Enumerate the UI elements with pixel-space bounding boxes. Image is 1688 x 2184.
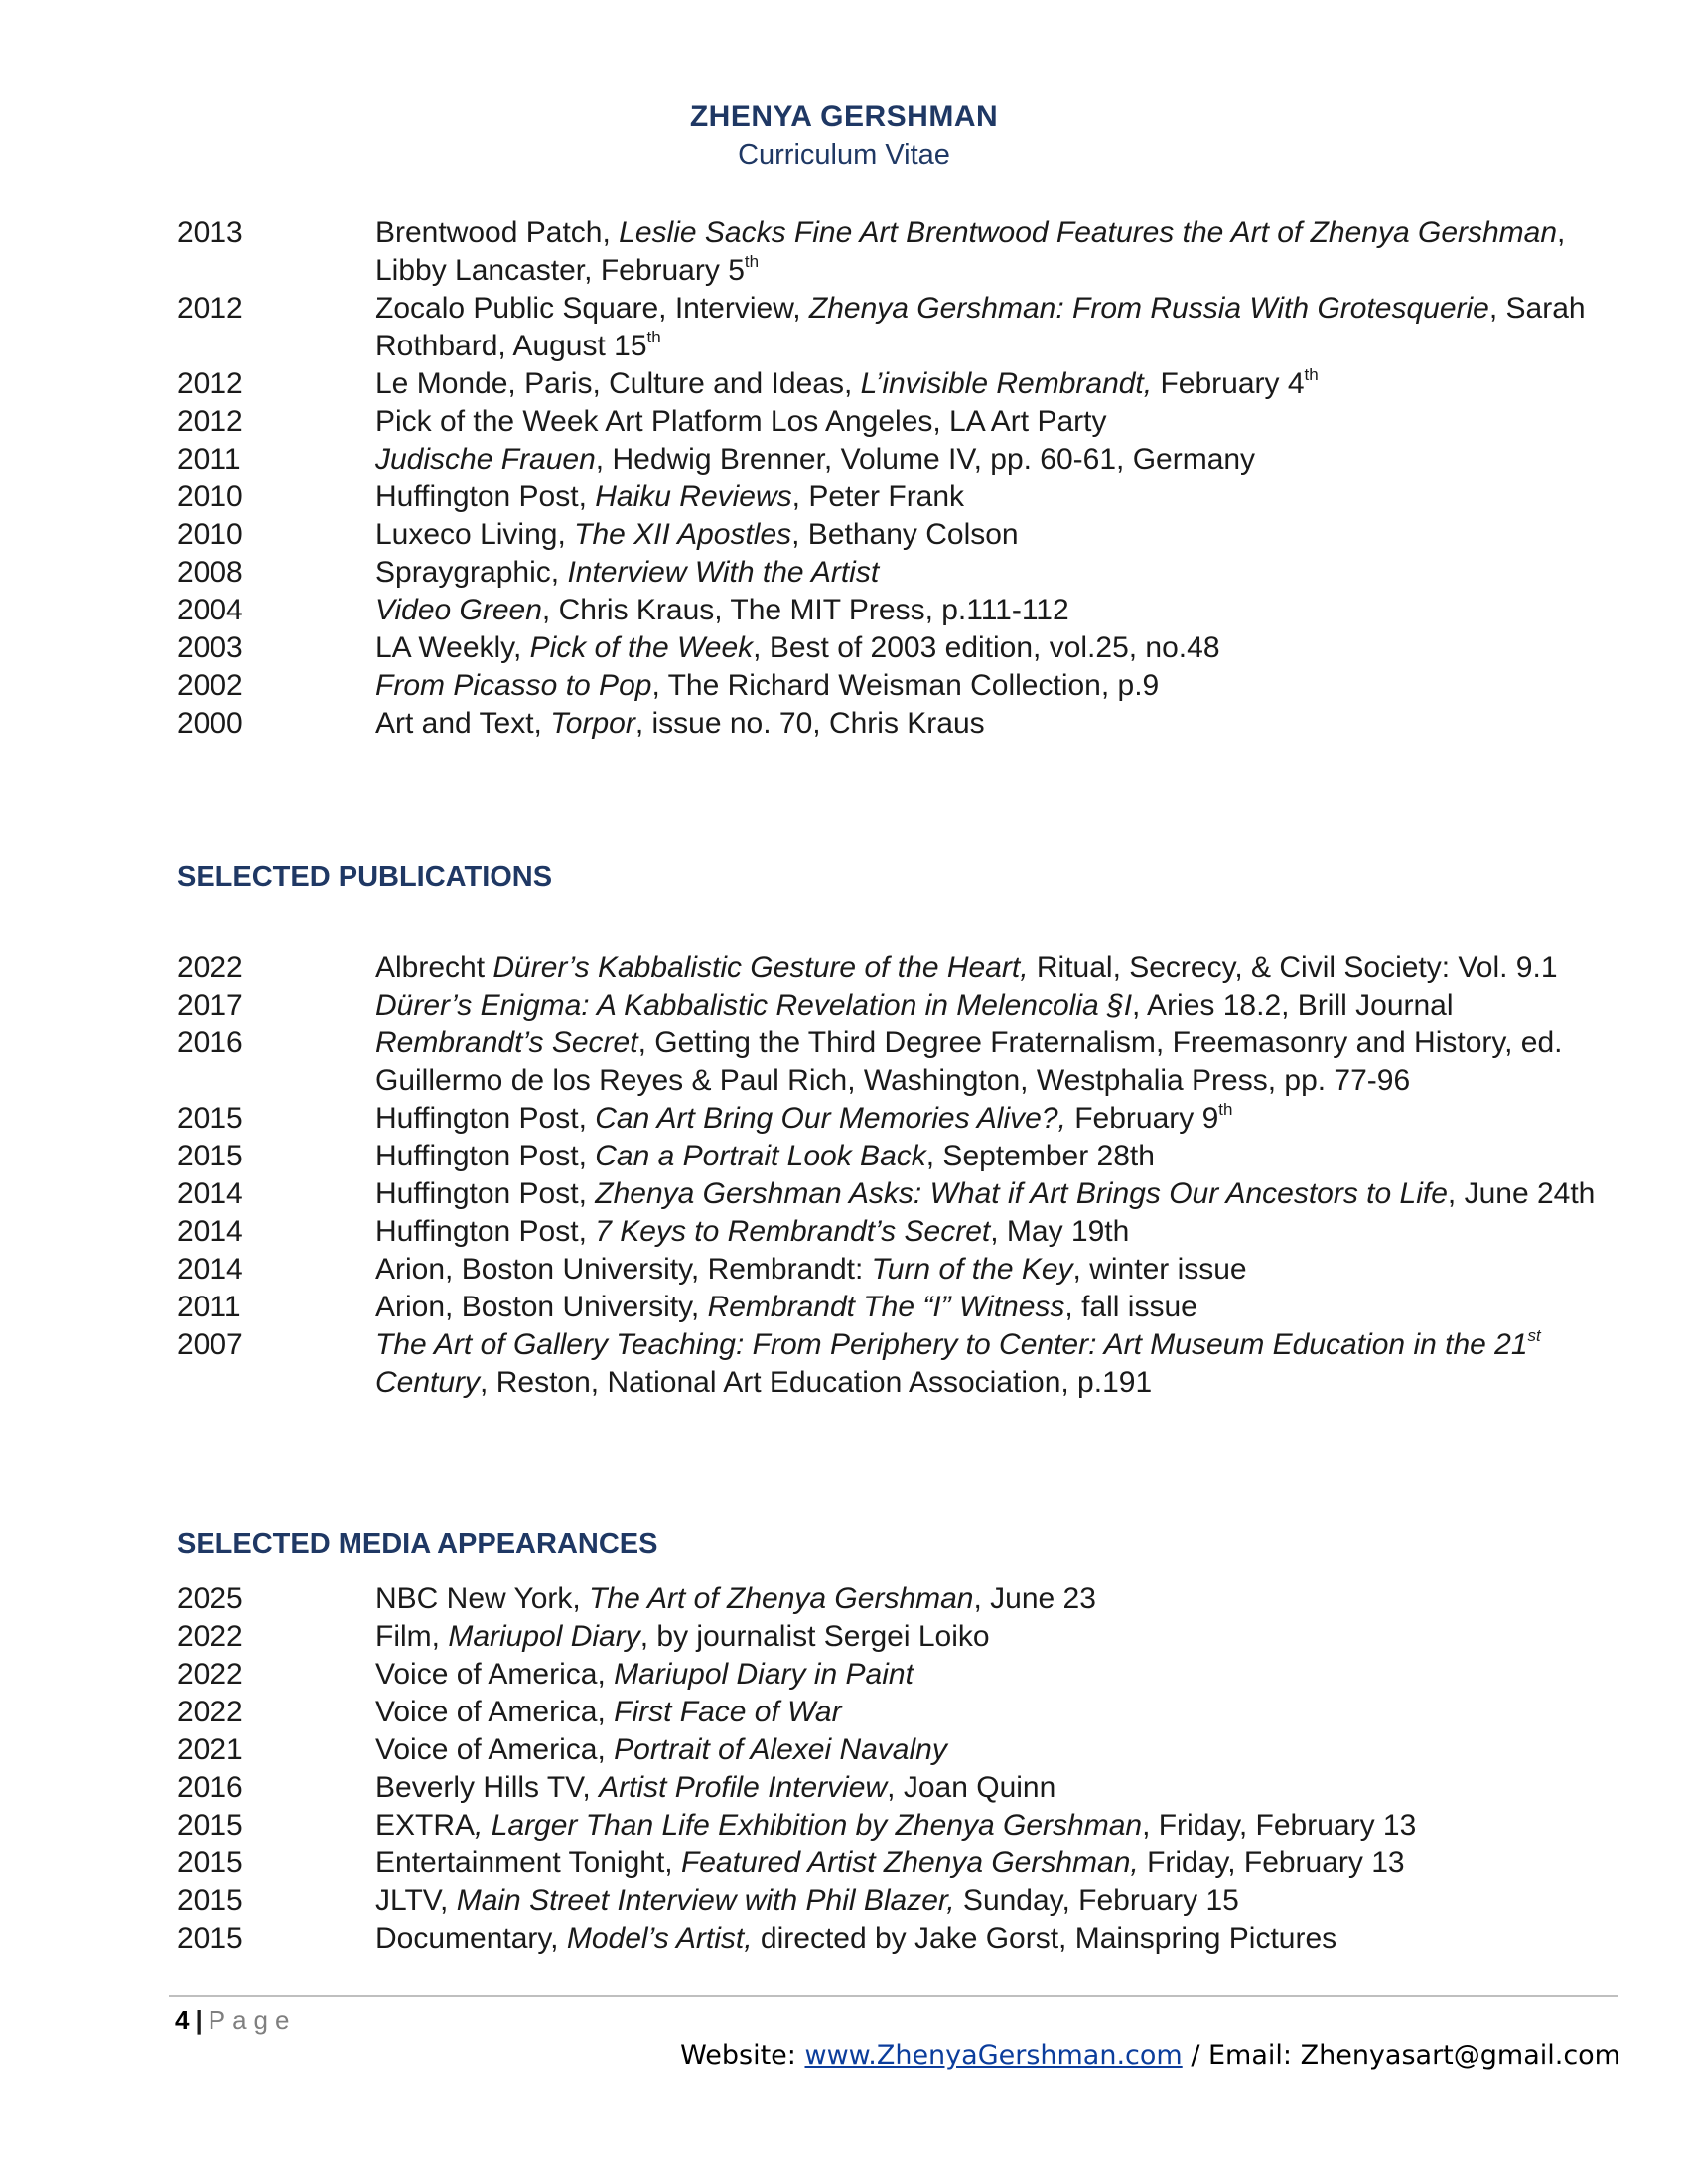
entry-year: 2016 (177, 1026, 243, 1059)
press-list (177, 214, 1617, 743)
entry-text: Brentwood Patch, Leslie Sacks Fine Art Brentwood Features the Art of Zhenya Gershman, Libby Lancaster, February 5th (375, 216, 1566, 287)
entry-year: 2021 (177, 1733, 243, 1766)
entry-year: 2011 (177, 1291, 241, 1323)
list-item (177, 1920, 1617, 1958)
entry-year: 2010 (177, 480, 243, 513)
entry-text: Luxeco Living, The XII Apostles, Bethany Colson (375, 518, 1019, 551)
section-title-media: SELECTED MEDIA APPEARANCES (177, 1528, 658, 1560)
publications-list (177, 949, 1617, 1402)
media-list (177, 1580, 1617, 1958)
list-item (177, 403, 1617, 441)
entry-year: 2015 (177, 1846, 243, 1879)
list-item (177, 1326, 1617, 1402)
entry-text: Beverly Hills TV, Artist Profile Interview, Joan Quinn (375, 1771, 1056, 1804)
entry-text: Dürer’s Enigma: A Kabbalistic Revelation in Melencolia §I, Aries 18.2, Brill Journal (375, 989, 1454, 1022)
entry-year: 2012 (177, 292, 243, 325)
entry-year: 2000 (177, 707, 243, 740)
list-item (177, 987, 1617, 1024)
entry-year: 2022 (177, 1620, 243, 1653)
list-item (177, 441, 1617, 478)
entry-year: 2010 (177, 518, 243, 551)
list-item (177, 705, 1617, 743)
entry-text: Arion, Boston University, Rembrandt: Turn of the Key, winter issue (375, 1253, 1247, 1286)
entry-year: 2012 (177, 367, 243, 400)
entry-text: Entertainment Tonight, Featured Artist Zhenya Gershman, Friday, February 13 (375, 1846, 1405, 1879)
entry-text: From Picasso to Pop, The Richard Weisman Collection, p.9 (375, 669, 1160, 702)
list-item (177, 516, 1617, 554)
entry-text: Rembrandt’s Secret, Getting the Third Degree Fraternalism, Freemasonry and History, ed. Guillermo de los Reyes & Paul Rich, Washington, Westphalia Press, pp. 77-96 (375, 1026, 1563, 1097)
entry-text: Pick of the Week Art Platform Los Angeles, LA Art Party (375, 405, 1107, 438)
entry-text: Huffington Post, Haiku Reviews, Peter Frank (375, 480, 965, 513)
entry-text: EXTRA, Larger Than Life Exhibition by Zhenya Gershman, Friday, February 13 (375, 1809, 1417, 1842)
footer-contact (680, 2039, 1620, 2073)
entry-text: Huffington Post, Can a Portrait Look Back, September 28th (375, 1140, 1155, 1172)
list-item (177, 1138, 1617, 1175)
cv-header (0, 97, 1688, 173)
entry-year: 2014 (177, 1215, 243, 1248)
page-title: ZHENYA GERSHMAN (689, 100, 999, 133)
entry-text: LA Weekly, Pick of the Week, Best of 2003 edition, vol.25, no.48 (375, 631, 1220, 664)
entry-text: Arion, Boston University, Rembrandt The “I” Witness, fall issue (375, 1291, 1197, 1323)
entry-text: The Art of Gallery Teaching: From Periphery to Center: Art Museum Education in the 21st Century, Reston, National Art Education Association, p.191 (375, 1326, 1541, 1399)
entry-text: Judische Frauen, Hedwig Brenner, Volume IV, pp. 60-61, Germany (375, 443, 1256, 476)
footer-divider (169, 1995, 1618, 1997)
list-item (177, 1807, 1617, 1844)
list-item (177, 1694, 1617, 1731)
entry-text: Huffington Post, Can Art Bring Our Memories Alive?, February 9th (375, 1100, 1233, 1135)
list-item (177, 592, 1617, 629)
list-item (177, 290, 1617, 365)
entry-text: Voice of America, Mariupol Diary in Paint (375, 1658, 914, 1691)
entry-year: 2015 (177, 1922, 243, 1955)
website-link[interactable]: www.ZhenyaGershman.com (804, 2040, 1183, 2071)
list-item (177, 478, 1617, 516)
list-item (177, 1100, 1617, 1138)
entry-text: Albrecht Dürer’s Kabbalistic Gesture of the Heart, Ritual, Secrecy, & Civil Society: Vol. 9.1 (375, 951, 1558, 984)
list-item (177, 1175, 1617, 1213)
entry-year: 2022 (177, 951, 243, 984)
entry-year: 2015 (177, 1140, 243, 1172)
list-item (177, 365, 1617, 403)
list-item (177, 1656, 1617, 1694)
list-item (177, 1844, 1617, 1882)
page-label: Page (208, 2005, 297, 2035)
list-item (177, 949, 1617, 987)
list-item (177, 1024, 1617, 1100)
list-item (177, 214, 1617, 290)
entry-text: Video Green, Chris Kraus, The MIT Press, p.111-112 (375, 594, 1069, 626)
entry-year: 2014 (177, 1253, 243, 1286)
entry-year: 2015 (177, 1884, 243, 1917)
entry-text: Art and Text, Torpor, issue no. 70, Chris Kraus (375, 707, 985, 740)
entry-year: 2011 (177, 443, 241, 476)
list-item (177, 1882, 1617, 1920)
list-item (177, 1213, 1617, 1251)
entry-text: JLTV, Main Street Interview with Phil Blazer, Sunday, February 15 (375, 1884, 1239, 1917)
section-title-publications: SELECTED PUBLICATIONS (177, 861, 553, 892)
entry-year: 2002 (177, 669, 243, 702)
list-item (177, 667, 1617, 705)
entry-text: Voice of America, Portrait of Alexei Navalny (375, 1733, 947, 1766)
page-number-value: 4 (175, 2005, 190, 2035)
entry-year: 2014 (177, 1177, 243, 1210)
entry-text: NBC New York, The Art of Zhenya Gershman, June 23 (375, 1582, 1096, 1615)
entry-text: Zocalo Public Square, Interview, Zhenya Gershman: From Russia With Grotesquerie, Sarah Rothbard, August 15th (375, 292, 1586, 362)
entry-text: Huffington Post, Zhenya Gershman Asks: What if Art Brings Our Ancestors to Life, June 24th (375, 1177, 1596, 1210)
page-subtitle: Curriculum Vitae (738, 139, 950, 171)
email-label: / Email: (1191, 2040, 1292, 2071)
list-item (177, 1618, 1617, 1656)
entry-year: 2004 (177, 594, 243, 626)
list-item (177, 1251, 1617, 1289)
entry-text: Spraygraphic, Interview With the Artist (375, 556, 880, 589)
list-item (177, 554, 1617, 592)
entry-text: Film, Mariupol Diary, by journalist Sergei Loiko (375, 1620, 990, 1653)
list-item (177, 1580, 1617, 1618)
entry-year: 2007 (177, 1328, 243, 1361)
publications-section (177, 858, 1617, 1402)
entry-text: Voice of America, First Face of War (375, 1696, 842, 1728)
media-section (177, 1525, 1617, 1958)
entry-year: 2008 (177, 556, 243, 589)
page-number (175, 2003, 296, 2037)
entry-text: Huffington Post, 7 Keys to Rembrandt’s Secret, May 19th (375, 1215, 1130, 1248)
entry-year: 2015 (177, 1809, 243, 1842)
entry-year: 2022 (177, 1696, 243, 1728)
entry-text: Le Monde, Paris, Culture and Ideas, L’invisible Rembrandt, February 4th (375, 365, 1319, 400)
entry-year: 2016 (177, 1771, 243, 1804)
press-section (177, 214, 1617, 743)
list-item (177, 629, 1617, 667)
entry-text: Documentary, Model’s Artist, directed by Jake Gorst, Mainspring Pictures (375, 1922, 1337, 1955)
email-address: Zhenyasart@gmail.com (1300, 2040, 1620, 2071)
entry-year: 2017 (177, 989, 243, 1022)
website-label: Website: (680, 2040, 796, 2071)
list-item (177, 1769, 1617, 1807)
entry-year: 2025 (177, 1582, 243, 1615)
list-item (177, 1731, 1617, 1769)
entry-year: 2012 (177, 405, 243, 438)
entry-year: 2022 (177, 1658, 243, 1691)
entry-year: 2015 (177, 1102, 243, 1135)
entry-year: 2013 (177, 216, 243, 249)
list-item (177, 1289, 1617, 1326)
entry-year: 2003 (177, 631, 243, 664)
page-separator: | (195, 2005, 203, 2035)
